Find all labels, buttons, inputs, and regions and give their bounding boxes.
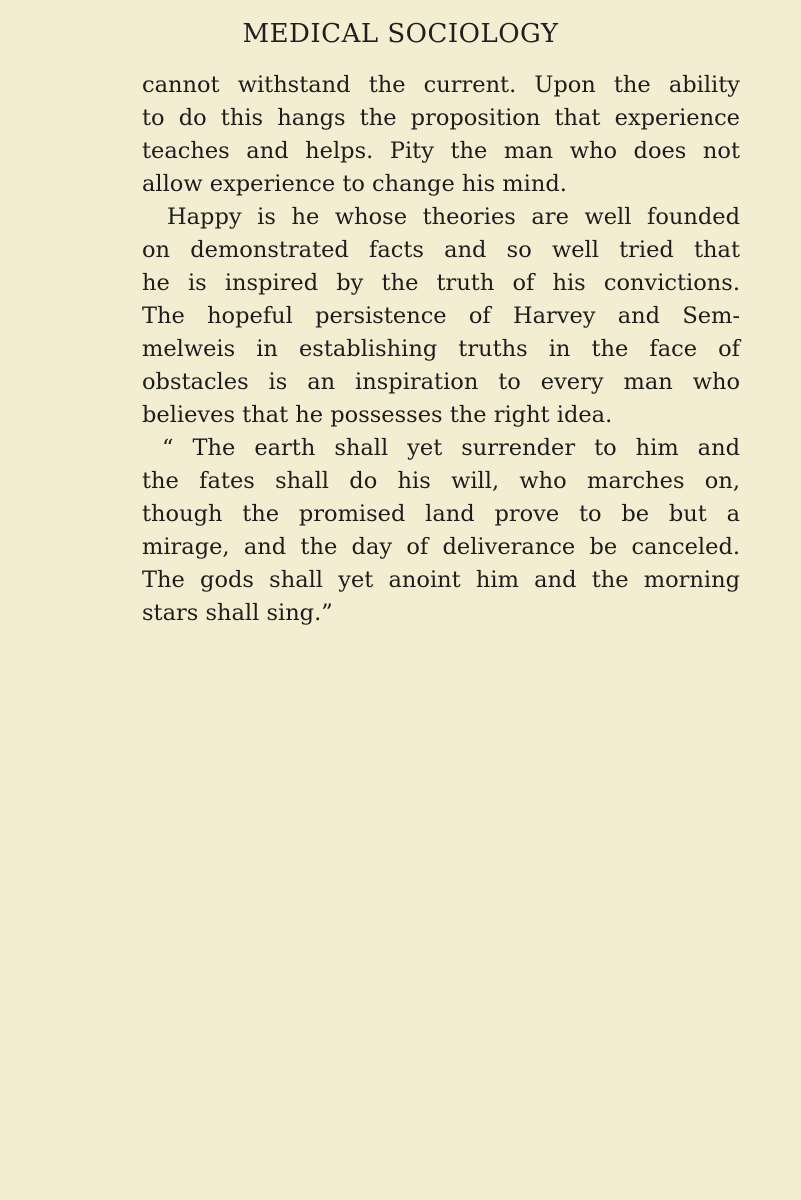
text-line: The gods shall yet anoint him and the morning xyxy=(142,567,740,593)
text-line: stars shall sing.” xyxy=(142,600,333,626)
text-line: obstacles is an inspiration to every man who xyxy=(142,369,740,395)
text-line: to do this hangs the proposition that experience xyxy=(142,105,740,131)
text-line: The hopeful persistence of Harvey and Sem- xyxy=(142,303,740,329)
text-line: he is inspired by the truth of his convictions. xyxy=(142,270,740,296)
text-line: the fates shall do his will, who marches on, xyxy=(142,468,740,494)
text-line: cannot withstand the current. Upon the ability xyxy=(142,72,740,98)
text-line: believes that he possesses the right idea. xyxy=(142,402,613,428)
text-line: Happy is he whose theories are well founded xyxy=(167,204,740,230)
text-line: allow experience to change his mind. xyxy=(142,171,567,197)
text-line: melweis in establishing truths in the face of xyxy=(142,336,740,362)
body-text xyxy=(142,69,740,630)
text-line: on demonstrated facts and so well tried that xyxy=(142,237,740,263)
text-line: though the promised land prove to be but a xyxy=(142,501,740,527)
text-line: teaches and helps. Pity the man who does not xyxy=(142,138,740,164)
running-head: MEDICAL SOCIOLOGY xyxy=(242,19,559,49)
text-line: mirage, and the day of deliverance be canceled. xyxy=(142,534,740,560)
text-line: “ The earth shall yet surrender to him and xyxy=(162,435,740,461)
